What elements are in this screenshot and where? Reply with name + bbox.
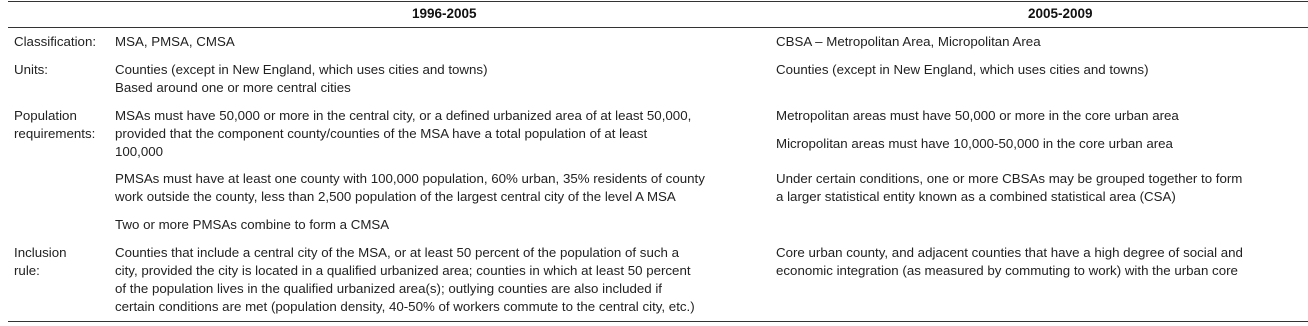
cell-1996-inclusion-line1: Counties that include a central city of the MSA, or at least 50 percent of the population of such a [115,245,679,260]
row-label-classification: Classification: [14,34,97,49]
header-rule [8,27,1308,28]
cell-2005-inclusion-line2: economic integration (as measured by commuting to work) with the urban core [776,263,1238,278]
cell-2005-population-micropolitan: Micropolitan areas must have 10,000-50,000 in the core urban area [776,136,1173,151]
cell-1996-population-cmsa: Two or more PMSAs combine to form a CMSA [115,217,390,232]
cell-1996-classification: MSA, PMSA, CMSA [115,34,235,49]
cell-2005-population-metropolitan: Metropolitan areas must have 50,000 or more in the core urban area [776,108,1179,123]
cell-2005-inclusion-line1: Core urban county, and adjacent counties that have a high degree of social and [776,245,1243,260]
cell-2005-classification: CBSA – Metropolitan Area, Micropolitan Area [776,34,1041,49]
cell-1996-inclusion-line3: of the population lives in the qualified urbanized area(s); outlying counties are also included if [115,281,662,296]
cell-1996-population-msa-line1: MSAs must have 50,000 or more in the central city, or a defined urbanized area of at least 50,000, [115,108,692,123]
row-label-population-line2: requirements: [14,126,96,141]
cell-1996-inclusion-line2: city, provided the city is located in a qualified urbanized area; counties in which at least 50 percent [115,263,691,278]
column-header-2005-2009: 2005-2009 [1028,6,1093,21]
comparison-table [8,0,1308,326]
cell-1996-population-msa-line3: 100,000 [115,144,164,159]
cell-1996-inclusion-line4: certain conditions are met (population density, 40-50% of workers commute to the central city, etc.) [115,299,695,314]
cell-1996-population-msa-line2: provided that the component county/counties of the MSA have a total population of at least [115,126,648,141]
table-top-rule [8,1,1308,2]
row-label-inclusion-line1: Inclusion [14,245,67,260]
cell-2005-units: Counties (except in New England, which uses cities and towns) [776,62,1149,77]
row-label-population-line1: Population [14,108,77,123]
cell-1996-units-line1: Counties (except in New England, which uses cities and towns) [115,62,488,77]
cell-1996-units-line2: Based around one or more central cities [115,80,351,95]
cell-2005-population-csa-line1: Under certain conditions, one or more CBSAs may be grouped together to form [776,171,1243,186]
table-bottom-rule [8,321,1308,322]
row-label-units: Units: [14,62,48,77]
cell-1996-population-pmsa-line2: work outside the county, less than 2,500 population of the largest central city of the level A MSA [115,189,676,204]
row-label-inclusion-line2: rule: [14,263,40,278]
cell-1996-population-pmsa-line1: PMSAs must have at least one county with 100,000 population, 60% urban, 35% residents of county [115,171,705,186]
cell-2005-population-csa-line2: a larger statistical entity known as a combined statistical area (CSA) [776,189,1176,204]
column-header-1996-2005: 1996-2005 [412,6,477,21]
